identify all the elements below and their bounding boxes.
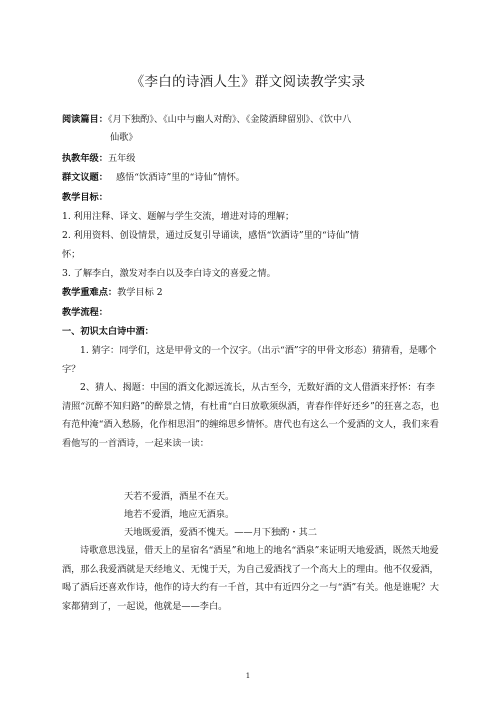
goal-2-cont: 怀； <box>62 249 81 260</box>
key-point-line <box>62 286 440 299</box>
grade-value: 五年级 <box>107 153 136 164</box>
poem-line-2: 地若不爱酒，地应无酒泉。 <box>124 509 235 520</box>
goal-1: 1. 利用注释、译文、题解与学生交流，增进对诗的理解； <box>62 211 295 222</box>
reading-titles-cont: 仙歌》 <box>110 132 138 143</box>
key-label: 教学重难点： <box>62 287 118 298</box>
poem-line-1: 天若不爱酒，酒星不在天。 <box>124 491 235 502</box>
grade-label: 执教年级： <box>62 153 108 164</box>
grade-line <box>62 152 440 165</box>
topic-label: 群文议题： <box>62 172 108 183</box>
paragraph-guess-person: 2、猜人、揭题：中国的酒文化源远流长，从古至今，无数好酒的文人借酒来抒怀：有李清照“沉醉不知归路”的醉景之情，有杜甫“白日放歌须纵酒，青春作伴好还乡”的狂喜之态，也有范仲淹“酒入愁肠，化作相思泪”的缠绵思乡情怀。唐代也有这么一个爱酒的文人，我们来看看他写的一首酒诗，一起来读一读： <box>62 382 440 449</box>
process-label: 教学流程： <box>62 307 108 318</box>
document-title: 《李白的诗酒人生》群文阅读教学实录 <box>130 74 366 90</box>
page-number: 1 <box>245 672 251 680</box>
topic-line <box>62 171 440 184</box>
paragraph-poem-explanation: 诗歌意思浅显，借天上的星宿名“酒星”和地上的地名“酒泉”来证明天地爱酒，既然天地爱酒，那么我爱酒就是天经地义、无愧于天，为自己爱酒找了一个高大上的理由。他不仅爱酒，喝了酒后还喜欢作诗，他作的诗大约有一千首，其中有近四分之一与“酒”有关。他是谁呢？大家都猜到了，一起说，他就是——李白。 <box>62 545 439 612</box>
reading-titles: 《月下独酌》、《山中与幽人对酌》、《金陵酒肆留别》、《饮中八 <box>107 114 352 125</box>
key-value: 教学目标 2 <box>117 287 163 298</box>
topic-value: 感悟“饮酒诗”里的“诗仙”情怀。 <box>115 172 245 183</box>
paragraph-guess-character: 1. 猜字：同学们，这是甲骨文的一个汉字。（出示“酒”字的甲骨文形态）猜猜看，是哪个字？ <box>62 345 437 375</box>
goals-label: 教学目标： <box>62 192 108 203</box>
poem-line-3: 天地既爱酒，爱酒不愧天。——月下独酌・其二 <box>124 527 317 538</box>
section-1-heading: 一、初识太白诗中酒： <box>62 326 154 337</box>
goal-3: 3. 了解李白，激发对李白以及李白诗文的喜爱之情。 <box>62 268 276 279</box>
reading-list-line <box>62 113 440 126</box>
reading-label: 阅读篇目： <box>62 114 108 125</box>
goal-2: 2. 利用资料、创设情景，通过反复引导诵读，感悟“饮酒诗”里的“诗仙”情 <box>62 230 359 241</box>
